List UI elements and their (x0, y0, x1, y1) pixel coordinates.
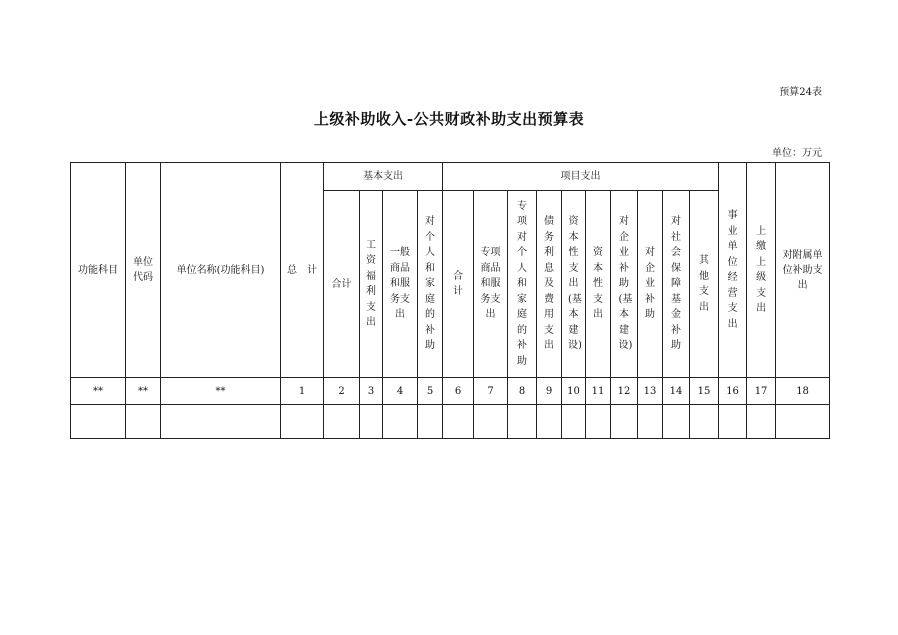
col-number-cell: 3 (360, 378, 383, 405)
col-number-cell: 2 (324, 378, 360, 405)
empty-cell[interactable] (418, 405, 443, 439)
col-number-cell: 6 (443, 378, 474, 405)
empty-cell[interactable] (383, 405, 418, 439)
col-number-cell: 8 (508, 378, 537, 405)
header-basic-personal: 对个人和家庭的补助 (418, 191, 443, 378)
col-number-cell: 16 (719, 378, 747, 405)
budget-table (70, 162, 830, 439)
header-project-expenditure: 项目支出 (443, 163, 719, 191)
col-number-cell: 14 (663, 378, 690, 405)
empty-data-row (71, 405, 830, 439)
header-project-social-security: 对社会保障基金补助 (663, 191, 690, 378)
header-project-capital-basic: 资本性支出(基本建设) (562, 191, 586, 378)
empty-cell[interactable] (776, 405, 830, 439)
col-number-cell: 5 (418, 378, 443, 405)
empty-cell[interactable] (638, 405, 663, 439)
col-number-cell: 15 (690, 378, 719, 405)
col-number-cell: 12 (611, 378, 638, 405)
empty-cell[interactable] (324, 405, 360, 439)
empty-cell[interactable] (443, 405, 474, 439)
empty-cell[interactable] (474, 405, 508, 439)
header-project-other: 其他支出 (690, 191, 719, 378)
header-upper-payment: 上缴上级支出 (747, 163, 776, 378)
col-number-cell: 18 (776, 378, 830, 405)
empty-cell[interactable] (126, 405, 161, 439)
col-number-cell: ** (126, 378, 161, 405)
empty-cell[interactable] (562, 405, 586, 439)
col-number-cell: 17 (747, 378, 776, 405)
header-total: 总 计 (281, 163, 324, 378)
header-func-subject: 功能科目 (71, 163, 126, 378)
header-basic-subtotal: 合计 (324, 191, 360, 378)
header-project-enterprise-basic: 对企业补助(基本建设) (611, 191, 638, 378)
empty-cell[interactable] (690, 405, 719, 439)
header-unit-code: 单位代码 (126, 163, 161, 378)
column-number-row (71, 378, 830, 405)
col-number-cell: ** (71, 378, 126, 405)
header-basic-expenditure: 基本支出 (324, 163, 443, 191)
empty-cell[interactable] (611, 405, 638, 439)
empty-cell[interactable] (719, 405, 747, 439)
header-project-subtotal: 合计 (443, 191, 474, 378)
col-number-cell: 4 (383, 378, 418, 405)
col-number-cell: 9 (537, 378, 562, 405)
empty-cell[interactable] (161, 405, 281, 439)
empty-cell[interactable] (747, 405, 776, 439)
empty-cell[interactable] (508, 405, 537, 439)
header-basic-wages: 工资福利支出 (360, 191, 383, 378)
header-project-enterprise: 对企业补助 (638, 191, 663, 378)
col-number-cell: 11 (586, 378, 611, 405)
page-title: 上级补助收入-公共财政补助支出预算表 (313, 110, 585, 128)
header-unit-name: 单位名称(功能科目) (161, 163, 281, 378)
col-number-cell: ** (161, 378, 281, 405)
header-affiliated-subsidy: 对附属单位补助支出 (776, 163, 830, 378)
header-project-capital: 资本性支出 (586, 191, 611, 378)
empty-cell[interactable] (71, 405, 126, 439)
header-project-debt-interest: 债务利息及费用支出 (537, 191, 562, 378)
header-project-special-personal: 专项对个人和家庭的补助 (508, 191, 537, 378)
header-basic-goods: 一般商品和服务支出 (383, 191, 418, 378)
col-number-cell: 10 (562, 378, 586, 405)
table-number: 预算24表 (779, 87, 822, 98)
empty-cell[interactable] (281, 405, 324, 439)
col-number-cell: 1 (281, 378, 324, 405)
header-project-special-goods: 专项商品和服务支出 (474, 191, 508, 378)
unit-label: 单位：万元 (772, 148, 822, 159)
col-number-cell: 13 (638, 378, 663, 405)
col-number-cell: 7 (474, 378, 508, 405)
header-business-expenditure: 事业单位经营支出 (719, 163, 747, 378)
empty-cell[interactable] (586, 405, 611, 439)
empty-cell[interactable] (663, 405, 690, 439)
empty-cell[interactable] (360, 405, 383, 439)
empty-cell[interactable] (537, 405, 562, 439)
